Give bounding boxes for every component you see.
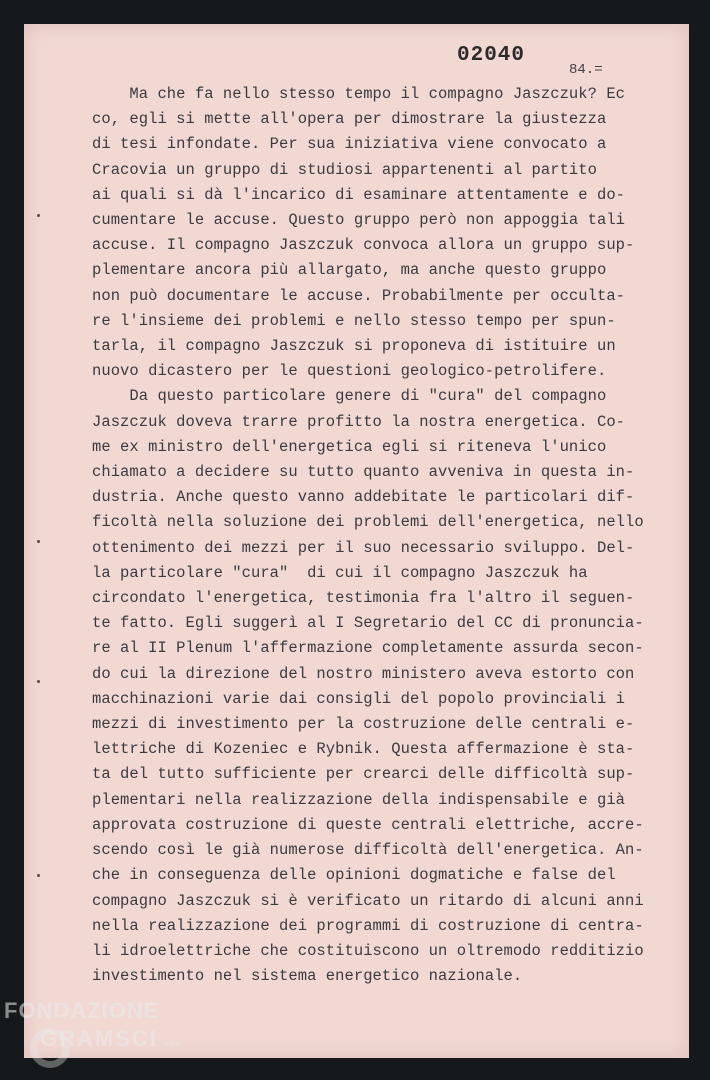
text-line: non può documentare le accuse. Probabilmente per occulta- — [92, 286, 626, 305]
text-line: co, egli si mette all'opera per dimostrare la giustezza — [92, 110, 607, 129]
text-line: che in conseguenza delle opinioni dogmatiche e false del — [92, 866, 616, 885]
watermark-line1: FONDAZIONE — [4, 998, 160, 1023]
punch-hole-mark — [37, 680, 40, 683]
text-line: chiamato a decidere su tutto quanto avveniva in questa in- — [92, 463, 635, 482]
watermark-logo-icon — [30, 1028, 70, 1068]
text-line: la particolare "cura" di cui il compagno Jaszczuk ha — [92, 563, 588, 582]
text-line: ai quali si dà l'incarico di esaminare attentamente e do- — [92, 185, 626, 204]
text-line: scendo così le già numerose difficoltà dell'energetica. An- — [92, 841, 644, 860]
text-line: re l'insieme dei problemi e nello stesso tempo per spun- — [92, 311, 616, 330]
text-line: nella realizzazione dei programmi di costruzione di centra- — [92, 916, 644, 935]
text-line: plementare ancora più allargato, ma anche questo gruppo — [92, 261, 607, 280]
fondazione-gramsci-watermark — [4, 1000, 181, 1050]
text-line: nuovo dicastero per le questioni geologico-petrolifere. — [92, 362, 607, 381]
text-line: ta del tutto sufficiente per crearci delle difficoltà sup- — [92, 765, 635, 784]
text-line: circondato l'energetica, testimonia fra l'altro il seguen- — [92, 589, 635, 608]
text-line: plementari nella realizzazione della indispensabile e già — [92, 790, 626, 809]
typed-text-body — [92, 82, 644, 989]
watermark-suffix: onlus — [161, 1039, 182, 1048]
text-line: cumentare le accuse. Questo gruppo però non appoggia tali — [92, 211, 626, 230]
text-line: dustria. Anche questo vanno addebitate le particolari dif- — [92, 488, 635, 507]
text-line: li idroelettriche che costituiscono un oltremodo redditizio — [92, 941, 644, 960]
text-line: investimento nel sistema energetico nazionale. — [92, 967, 523, 986]
text-line: Ma che fa nello stesso tempo il compagno Jaszczuk? Ec — [92, 85, 626, 103]
text-line: Da questo particolare genere di "cura" del compagno — [92, 387, 607, 406]
punch-hole-mark — [37, 540, 40, 543]
watermark-line2-text: GRAMSCI — [40, 1026, 158, 1051]
text-line: macchinazioni varie dai consigli del popolo provinciali i — [92, 689, 626, 708]
text-line: Cracovia un gruppo di studiosi appartenenti al partito — [92, 160, 597, 179]
text-line: do cui la direzione del nostro ministero aveva estorto con — [92, 664, 635, 683]
text-line: ottenimento dei mezzi per il suo necessario sviluppo. Del- — [92, 538, 635, 557]
text-line: Jaszczuk doveva trarre profitto la nostra energetica. Co- — [92, 412, 626, 431]
text-line: ficoltà nella soluzione dei problemi dell'energetica, nello — [92, 513, 644, 532]
text-line: approvata costruzione di queste centrali elettriche, accre- — [92, 815, 644, 834]
text-line: me ex ministro dell'energetica egli si riteneva l'unico — [92, 437, 607, 456]
text-line: mezzi di investimento per la costruzione delle centrali e- — [92, 715, 635, 734]
text-line: tarla, il compagno Jaszczuk si proponeva di istituire un — [92, 337, 616, 356]
text-line: accuse. Il compagno Jaszczuk convoca allora un gruppo sup- — [92, 236, 635, 255]
archive-number: 02040 — [457, 44, 526, 67]
page-number: 84.= — [569, 62, 603, 78]
text-line: te fatto. Egli suggerì al I Segretario del CC di pronuncia- — [92, 614, 644, 633]
text-line: di tesi infondate. Per sua iniziativa viene convocato a — [92, 135, 607, 154]
text-line: re al II Plenum l'affermazione completamente assurda secon- — [92, 639, 644, 658]
text-line: lettriche di Kozeniec e Rybnik. Questa affermazione è sta- — [92, 740, 635, 759]
punch-hole-mark — [37, 874, 40, 877]
text-line: compagno Jaszczuk si è verificato un ritardo di alcuni anni — [92, 891, 644, 910]
punch-hole-mark — [37, 214, 40, 217]
